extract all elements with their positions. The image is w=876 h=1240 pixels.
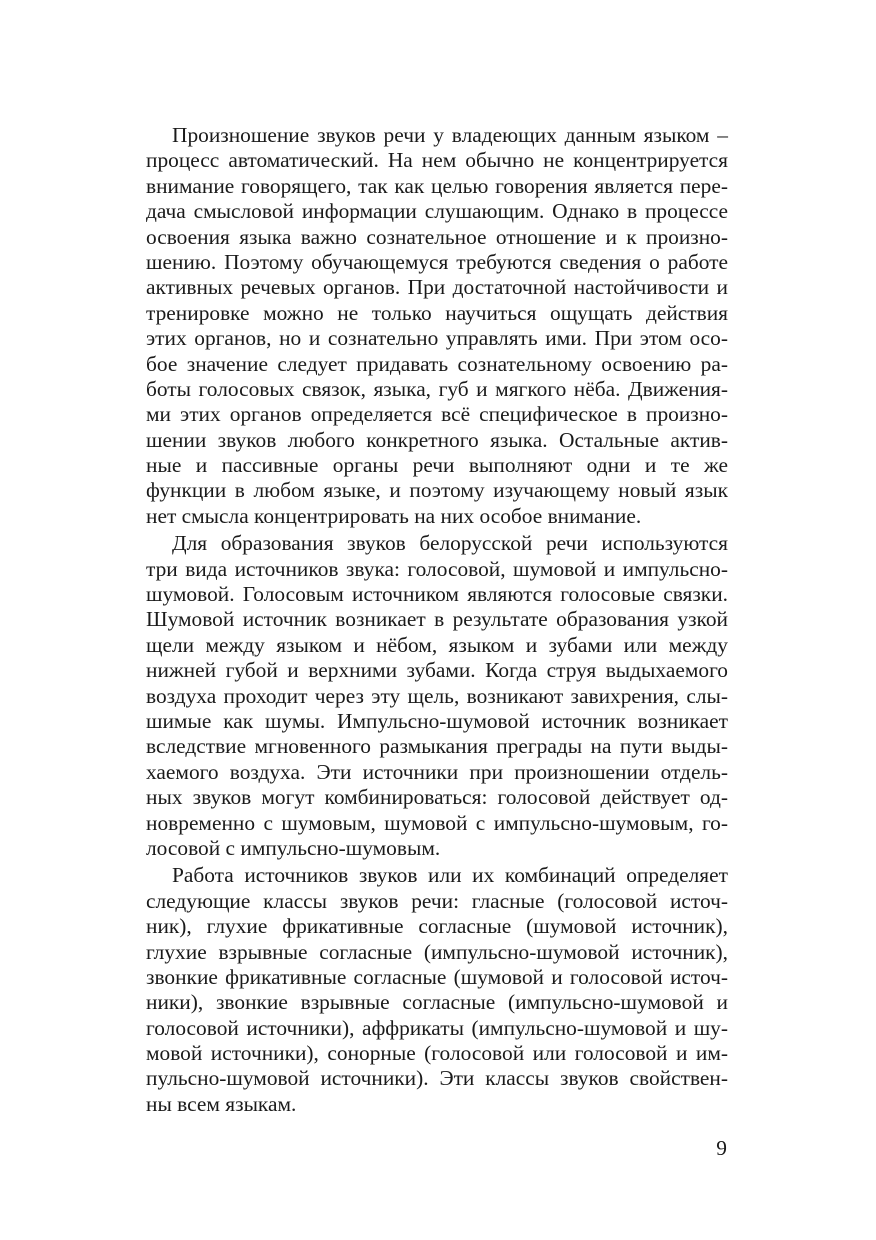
text-line: хаемого воздуха. Эти источники при произношении отдель-	[146, 759, 728, 784]
text-line: пульсно-шумовой источники). Эти классы звуков свойствен-	[146, 1066, 728, 1091]
text-line: ники), звонкие взрывные согласные (импульсно-шумовой и	[146, 990, 728, 1015]
text-line: три вида источников звука: голосовой, шумовой и импульсно-	[146, 556, 728, 581]
text-line: активных речевых органов. При достаточной настойчивости и	[146, 275, 728, 300]
text-line: тренировке можно не только научиться ощущать действия	[146, 300, 728, 325]
text-line: Для образования звуков белорусской речи используются	[172, 531, 728, 556]
text-line: этих органов, но и сознательно управлять ими. При этом осо-	[146, 326, 728, 351]
paragraph-3	[146, 863, 728, 1117]
text-line: глухие взрывные согласные (импульсно-шумовой источник),	[146, 939, 728, 964]
text-line: Работа источников звуков или их комбинаций определяет	[172, 863, 728, 888]
text-line: процесс автоматический. На нем обычно не концентрируется	[146, 148, 728, 173]
text-line: Шумовой источник возникает в результате образования узкой	[146, 607, 728, 632]
text-line: Произношение звуков речи у владеющих данным языком –	[172, 123, 728, 147]
text-line: шумовой. Голосовым источником являются голосовые связки.	[146, 582, 728, 607]
text-line: ны всем языкам.	[146, 1091, 297, 1116]
text-line: нет смысла концентрировать на них особое внимание.	[146, 503, 642, 528]
body-text	[146, 123, 728, 1117]
text-line: функции в любом языке, и поэтому изучающему новый язык	[146, 478, 728, 503]
text-line: освоения языка важно сознательное отношение и к произно-	[146, 224, 728, 249]
text-line: следующие классы звуков речи: гласные (голосовой источ-	[146, 888, 728, 913]
text-line: вследствие мгновенного размыкания преграды на пути выды-	[146, 734, 728, 759]
text-line: боты голосовых связок, языка, губ и мягкого нёба. Движения-	[146, 376, 728, 401]
page-number: 9	[716, 1136, 727, 1160]
text-line: бое значение следует придавать сознательному освоению ра-	[146, 351, 728, 376]
text-line: ных звуков могут комбинироваться: голосовой действует од-	[146, 785, 728, 810]
text-line: лосовой с импульсно-шумовым.	[146, 835, 441, 860]
text-line: шении звуков любого конкретного языка. Остальные актив-	[146, 427, 728, 452]
text-line: мовой источники), сонорные (голосовой или голосовой и им-	[146, 1041, 728, 1066]
text-line: звонкие фрикативные согласные (шумовой и голосовой источ-	[146, 964, 728, 989]
text-line: щели между языком и нёбом, языком и зубами или между	[146, 632, 728, 657]
text-line: внимание говорящего, так как целью говорения является пере-	[146, 173, 728, 198]
paragraph-1	[146, 123, 728, 529]
text-line: шению. Поэтому обучающемуся требуются сведения о работе	[146, 249, 728, 274]
paragraph-2	[146, 531, 728, 861]
text-line: ные и пассивные органы речи выполняют одни и те же	[146, 453, 728, 478]
text-line: ми этих органов определяется всё специфическое в произно-	[146, 402, 728, 427]
text-line: ник), глухие фрикативные согласные (шумовой источник),	[146, 914, 728, 939]
text-line: шимые как шумы. Импульсно-шумовой источник возникает	[146, 708, 728, 733]
text-line: дача смысловой информации слушающим. Однако в процессе	[146, 199, 728, 224]
text-line: голосовой источники), аффрикаты (импульсно-шумовой и шу-	[146, 1015, 728, 1040]
text-line: нижней губой и верхними зубами. Когда струя выдыхаемого	[146, 658, 728, 683]
text-line: новременно с шумовым, шумовой с импульсно-шумовым, го-	[146, 810, 728, 835]
text-line: воздуха проходит через эту щель, возникают завихрения, слы-	[146, 683, 728, 708]
